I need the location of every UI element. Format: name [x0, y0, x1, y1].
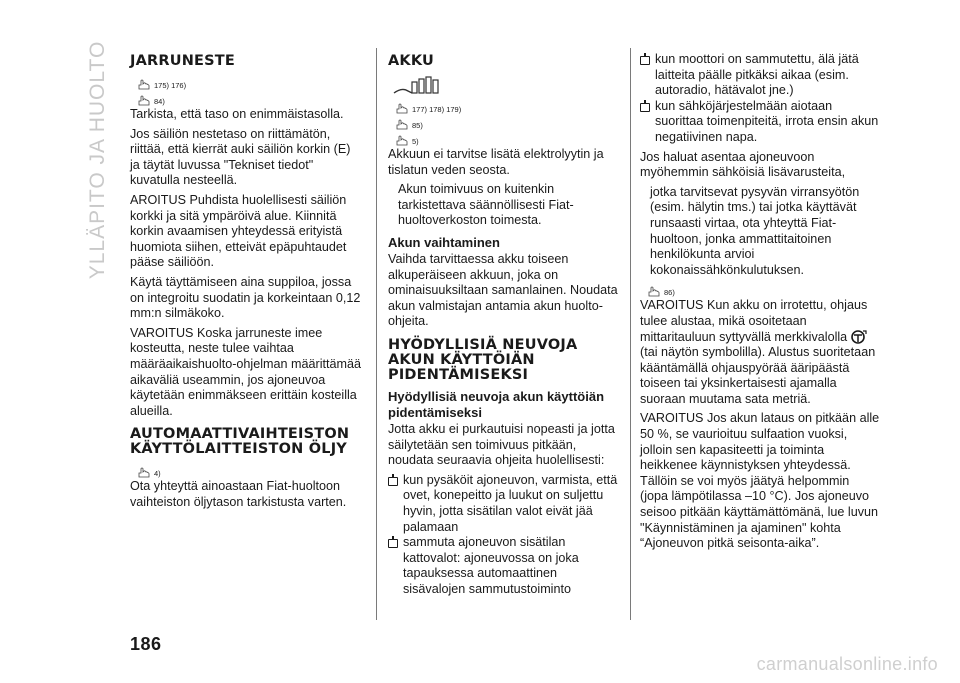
- section-side-tab: YLLÄPITO JA HUOLTO: [86, 40, 109, 280]
- column-divider: [376, 48, 377, 620]
- paragraph: VAROITUS Jos akun lataus on pitkään alle 50 %, se vaurioituu sulfaation vuoksi, jolloin sen kapasiteetti ja toiminta heikkenee käynnistyksen yhteydessä. Tällöin se voi myös jäätyä helpommin (jopa lämpötilassa –10 °C). Jos ajoneuvo seisoo pitkään käyttämättömänä, lue luvun "Käynnistäminen ja ajaminen" kohta “Ajoneuvon pitkä seisonta-aika”.: [640, 411, 880, 551]
- page-number: 186: [130, 634, 162, 654]
- subheading: Akun vaihtaminen: [388, 234, 500, 250]
- steering-warning-icon: [851, 330, 867, 344]
- warning-ref: 85): [396, 115, 620, 130]
- paragraph: VAROITUS Kun akku on irrotettu, ohjaus tulee alustaa, mikä osoitetaan mittaritauluun syttyvällä merkkivalolla (tai näytön symbolilla). Alustus suoritetaan kääntämällä ohjauspyörää ääripäästä toiseen tai yksinkertaisesti ajamalla suoraan muutama sata metriä.: [640, 298, 876, 406]
- paragraph: Jotta akku ei purkautuisi nopeasti ja jotta säilytetään sen toimivuus pitkään, noudata seuraavia ohjeita huolellisesti:: [388, 421, 615, 468]
- paragraph: Jos säiliön nestetaso on riittämätön, riittää, että kierrät auki säiliön korkin (E) ja täytät luvussa "Tekniset tiedot" kuvatulla nesteellä.: [130, 126, 351, 188]
- warning-ref: 4): [138, 463, 362, 478]
- list-item: sammuta ajoneuvon sisätilan kattovalot: ajoneuvossa on joka tapauksessa automaattinen sisävalojen sammutustoiminto: [388, 535, 620, 597]
- paragraph: VAROITUS Koska jarruneste imee kosteutta, neste tulee vaihtaa määräaikaishuolto-ohjelman määrittämää aikaväliä useammin, jos ajoneuvoa käytetään enimmäkseen erittäin kosteilla alueilla.: [130, 325, 361, 418]
- warning-ref: 177) 178) 179): [396, 99, 620, 114]
- column-1: [130, 52, 362, 514]
- hand-icon: [138, 95, 150, 106]
- paragraph: Vaihda tarvittaessa akku toiseen alkuperäiseen akkuun, joka on ominaisuuksiltaan samanlainen. Noudata akun valmistajan antamia akun huolto-ohjeita.: [388, 251, 618, 329]
- paragraph: Akkuun ei tarvitse lisätä elektrolyytin ja tislatun veden seosta.: [388, 147, 604, 177]
- list-item: kun sähköjärjestelmään aiotaan suorittaa toimenpiteitä, irrota ensin akun negatiivinen napa.: [640, 99, 880, 146]
- subheading: Hyödyllisiä neuvoja akun käyttöiän pidentämiseksi: [388, 388, 605, 420]
- paragraph: Akun toimivuus on kuitenkin tarkistettava säännöllisesti Fiat-huoltoverkoston toimesta.: [398, 182, 574, 228]
- hand-icon: [138, 467, 150, 478]
- bullet-icon: [388, 477, 398, 486]
- paragraph: jotka tarvitsevat pysyvän virransyötön (esim. hälytin tms.) tai jotka käyttävät runsaasti virtaa, ota yhteyttä Fiat-huoltoon, jonka ammattitaitoinen henkilökunta arvioi kokonaissähkönkulutuksen.: [650, 184, 860, 277]
- hand-icon: [396, 135, 408, 146]
- column-2: [388, 52, 620, 597]
- hand-icon: [138, 79, 150, 90]
- section-title-battery-tips: HYÖDYLLISIÄ NEUVOJA AKUN KÄYTTÖIÄN PIDENTÄMISEKSI: [388, 336, 578, 383]
- hand-icon: [396, 119, 408, 130]
- section-title-battery: AKKU: [388, 53, 435, 69]
- warning-ref: 175) 176): [138, 75, 362, 90]
- hand-icon: [396, 103, 408, 114]
- paragraph: Tarkista, että taso on enimmäistasolla.: [130, 107, 344, 121]
- list-item: kun moottori on sammutettu, älä jätä laitteita päälle pitkäksi aikaa (esim. autoradio, hätävalot jne.): [640, 52, 880, 99]
- paragraph: Ota yhteyttä ainoastaan Fiat-huoltoon vaihteiston öljytason tarkistusta varten.: [130, 479, 347, 509]
- column-divider: [630, 48, 631, 620]
- warning-ref: 84): [138, 91, 362, 106]
- section-title-brake-fluid: JARRUNESTE: [130, 53, 236, 69]
- hand-icon: [648, 286, 660, 297]
- bullet-icon: [640, 103, 650, 112]
- column-3: [640, 52, 880, 556]
- watermark: carmanualsonline.info: [756, 654, 938, 674]
- bullet-icon: [388, 539, 398, 548]
- section-title-transmission-oil: AUTOMAATTIVAIHTEISTON KÄYTTÖLAITTEISTON ÖLJY: [130, 426, 350, 458]
- paragraph: AROITUS Puhdista huolellisesti säiliön korkki ja sitä ympäröivä alue. Kiinnitä korkin avaamisen yhteydessä erityistä huomiota siihen, etteivät epäpuhtaudet pääse säiliöön.: [130, 192, 347, 270]
- battery-warning-icon: [392, 75, 440, 97]
- warning-ref: 5): [396, 131, 620, 146]
- warning-ref: 86): [648, 282, 880, 297]
- paragraph: Jos haluat asentaa ajoneuvoon myöhemmin sähköisiä lisävarusteita,: [640, 149, 846, 180]
- bullet-icon: [640, 56, 650, 65]
- paragraph: Käytä täyttämiseen aina suppiloa, jossa on integroitu suodatin ja korkeintaan 0,12 mm:n silmäkoko.: [130, 274, 361, 321]
- list-item: kun pysäköit ajoneuvon, varmista, että ovet, konepeitto ja luukut on suljettu hyvin, jotta sisätilan valot eivät jää palamaan: [388, 473, 620, 535]
